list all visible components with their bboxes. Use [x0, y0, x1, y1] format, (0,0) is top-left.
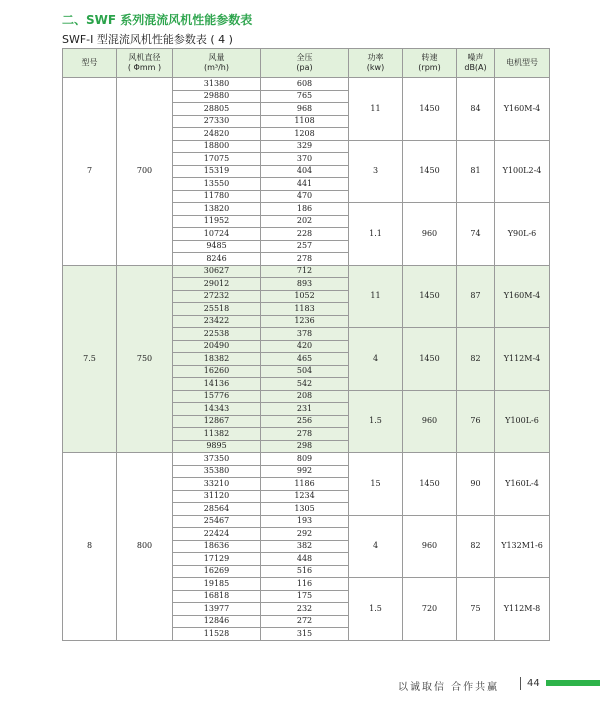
- motor-cell: Y160M-4: [495, 78, 550, 141]
- flow-cell: 12867: [173, 415, 261, 428]
- header-diameter-name: 风机直径: [128, 53, 161, 62]
- pressure-cell: 272: [261, 615, 349, 628]
- pressure-cell: 504: [261, 365, 349, 378]
- header-flow-unit: (m³/h): [203, 63, 229, 72]
- flow-cell: 11382: [173, 428, 261, 441]
- flow-cell: 14136: [173, 378, 261, 391]
- pressure-cell: 1234: [261, 490, 349, 503]
- flow-cell: 8246: [173, 253, 261, 266]
- flow-cell: 23422: [173, 315, 261, 328]
- flow-cell: 24820: [173, 128, 261, 141]
- footer-accent-bar: [546, 680, 600, 686]
- pressure-cell: 1052: [261, 290, 349, 303]
- flow-cell: 33210: [173, 478, 261, 491]
- table-row: [63, 453, 550, 466]
- pressure-cell: 1108: [261, 115, 349, 128]
- footer-divider: [520, 677, 521, 690]
- header-speed-name: 转速: [421, 53, 438, 62]
- power-cell: 11: [349, 78, 403, 141]
- header-flow: [173, 49, 261, 78]
- flow-cell: 31120: [173, 490, 261, 503]
- flow-cell: 13550: [173, 178, 261, 191]
- pressure-cell: 278: [261, 253, 349, 266]
- flow-cell: 10724: [173, 228, 261, 241]
- table-row: [63, 265, 550, 278]
- speed-cell: 960: [403, 515, 457, 578]
- noise-cell: 84: [457, 78, 495, 141]
- power-cell: 15: [349, 453, 403, 516]
- noise-cell: 82: [457, 328, 495, 391]
- pressure-cell: 278: [261, 428, 349, 441]
- power-cell: 1.5: [349, 390, 403, 453]
- power-cell: 4: [349, 328, 403, 391]
- speed-cell: 1450: [403, 265, 457, 328]
- power-cell: 3: [349, 140, 403, 203]
- pressure-cell: 232: [261, 603, 349, 616]
- noise-cell: 81: [457, 140, 495, 203]
- pressure-cell: 1305: [261, 503, 349, 516]
- header-diameter: [117, 49, 173, 78]
- page-number: 44: [527, 678, 540, 689]
- flow-cell: 15319: [173, 165, 261, 178]
- header-pressure: [261, 49, 349, 78]
- flow-cell: 12846: [173, 615, 261, 628]
- model-cell: 7.5: [63, 265, 117, 453]
- pressure-cell: 315: [261, 628, 349, 641]
- table-body: [63, 78, 550, 641]
- flow-cell: 13820: [173, 203, 261, 216]
- header-motor: 电机型号: [495, 49, 550, 78]
- flow-cell: 20490: [173, 340, 261, 353]
- pressure-cell: 228: [261, 228, 349, 241]
- flow-cell: 28805: [173, 103, 261, 116]
- speed-cell: 1450: [403, 328, 457, 391]
- flow-cell: 9895: [173, 440, 261, 453]
- diameter-cell: 700: [117, 78, 173, 266]
- flow-cell: 16269: [173, 565, 261, 578]
- noise-cell: 90: [457, 453, 495, 516]
- flow-cell: 25518: [173, 303, 261, 316]
- table-row: [63, 78, 550, 91]
- footer-slogan: 以诚取信 合作共赢: [398, 682, 500, 693]
- header-power: [349, 49, 403, 78]
- pressure-cell: 382: [261, 540, 349, 553]
- header-power-name: 功率: [367, 53, 384, 62]
- noise-cell: 75: [457, 578, 495, 641]
- pressure-cell: 193: [261, 515, 349, 528]
- flow-cell: 27330: [173, 115, 261, 128]
- motor-cell: Y100L2-4: [495, 140, 550, 203]
- pressure-cell: 992: [261, 465, 349, 478]
- diameter-cell: 800: [117, 453, 173, 641]
- header-pressure-name: 全压: [296, 53, 313, 62]
- flow-cell: 15776: [173, 390, 261, 403]
- flow-cell: 11952: [173, 215, 261, 228]
- header-flow-name: 风量: [208, 53, 225, 62]
- noise-cell: 76: [457, 390, 495, 453]
- flow-cell: 18800: [173, 140, 261, 153]
- model-cell: 8: [63, 453, 117, 641]
- header-speed-unit: (rpm): [418, 63, 441, 72]
- noise-cell: 82: [457, 515, 495, 578]
- power-cell: 1.1: [349, 203, 403, 266]
- pressure-cell: 470: [261, 190, 349, 203]
- speed-cell: 1450: [403, 78, 457, 141]
- page-title: 二、SWF 系列混流风机性能参数表: [62, 13, 253, 27]
- flow-cell: 11780: [173, 190, 261, 203]
- pressure-cell: 893: [261, 278, 349, 291]
- speed-cell: 960: [403, 390, 457, 453]
- header-pressure-unit: (pa): [296, 63, 313, 72]
- flow-cell: 11528: [173, 628, 261, 641]
- flow-cell: 19185: [173, 578, 261, 591]
- motor-cell: Y112M-4: [495, 328, 550, 391]
- pressure-cell: 516: [261, 565, 349, 578]
- power-cell: 1.5: [349, 578, 403, 641]
- flow-cell: 28564: [173, 503, 261, 516]
- flow-cell: 30627: [173, 265, 261, 278]
- flow-cell: 18382: [173, 353, 261, 366]
- pressure-cell: 765: [261, 90, 349, 103]
- header-model: 型号: [63, 49, 117, 78]
- pressure-cell: 292: [261, 528, 349, 541]
- motor-cell: Y160M-4: [495, 265, 550, 328]
- pressure-cell: 298: [261, 440, 349, 453]
- pressure-cell: 441: [261, 178, 349, 191]
- table-title: SWF-I 型混流风机性能参数表 ( 4 ): [62, 33, 233, 46]
- pressure-cell: 968: [261, 103, 349, 116]
- pressure-cell: 329: [261, 140, 349, 153]
- motor-cell: Y100L-6: [495, 390, 550, 453]
- flow-cell: 37350: [173, 453, 261, 466]
- speed-cell: 960: [403, 203, 457, 266]
- pressure-cell: 404: [261, 165, 349, 178]
- header-power-unit: (kw): [366, 63, 385, 72]
- flow-cell: 18636: [173, 540, 261, 553]
- pressure-cell: 116: [261, 578, 349, 591]
- flow-cell: 17129: [173, 553, 261, 566]
- pressure-cell: 1236: [261, 315, 349, 328]
- pressure-cell: 712: [261, 265, 349, 278]
- motor-cell: Y132M1-6: [495, 515, 550, 578]
- motor-cell: Y160L-4: [495, 453, 550, 516]
- pressure-cell: 420: [261, 340, 349, 353]
- power-cell: 4: [349, 515, 403, 578]
- model-cell: 7: [63, 78, 117, 266]
- pressure-cell: 465: [261, 353, 349, 366]
- noise-cell: 74: [457, 203, 495, 266]
- speed-cell: 720: [403, 578, 457, 641]
- motor-cell: Y90L-6: [495, 203, 550, 266]
- flow-cell: 13977: [173, 603, 261, 616]
- flow-cell: 16818: [173, 590, 261, 603]
- flow-cell: 35380: [173, 465, 261, 478]
- pressure-cell: 809: [261, 453, 349, 466]
- pressure-cell: 1208: [261, 128, 349, 141]
- flow-cell: 27232: [173, 290, 261, 303]
- pressure-cell: 378: [261, 328, 349, 341]
- pressure-cell: 542: [261, 378, 349, 391]
- header-noise-unit: dB(A): [464, 63, 487, 72]
- speed-cell: 1450: [403, 453, 457, 516]
- pressure-cell: 186: [261, 203, 349, 216]
- pressure-cell: 256: [261, 415, 349, 428]
- pressure-cell: 1186: [261, 478, 349, 491]
- pressure-cell: 370: [261, 153, 349, 166]
- pressure-cell: 202: [261, 215, 349, 228]
- flow-cell: 17075: [173, 153, 261, 166]
- header-speed: [403, 49, 457, 78]
- motor-cell: Y112M-8: [495, 578, 550, 641]
- flow-cell: 31380: [173, 78, 261, 91]
- pressure-cell: 608: [261, 78, 349, 91]
- pressure-cell: 257: [261, 240, 349, 253]
- flow-cell: 25467: [173, 515, 261, 528]
- flow-cell: 22424: [173, 528, 261, 541]
- pressure-cell: 448: [261, 553, 349, 566]
- flow-cell: 14343: [173, 403, 261, 416]
- power-cell: 11: [349, 265, 403, 328]
- noise-cell: 87: [457, 265, 495, 328]
- flow-cell: 29880: [173, 90, 261, 103]
- header-noise: [457, 49, 495, 78]
- performance-table: [62, 48, 550, 641]
- pressure-cell: 175: [261, 590, 349, 603]
- flow-cell: 22538: [173, 328, 261, 341]
- diameter-cell: 750: [117, 265, 173, 453]
- speed-cell: 1450: [403, 140, 457, 203]
- header-noise-name: 噪声: [467, 53, 484, 62]
- pressure-cell: 208: [261, 390, 349, 403]
- pressure-cell: 1183: [261, 303, 349, 316]
- pressure-cell: 231: [261, 403, 349, 416]
- flow-cell: 16260: [173, 365, 261, 378]
- header-diameter-unit: ( Φmm ): [127, 63, 162, 72]
- flow-cell: 9485: [173, 240, 261, 253]
- flow-cell: 29012: [173, 278, 261, 291]
- table-header-row: [63, 49, 550, 78]
